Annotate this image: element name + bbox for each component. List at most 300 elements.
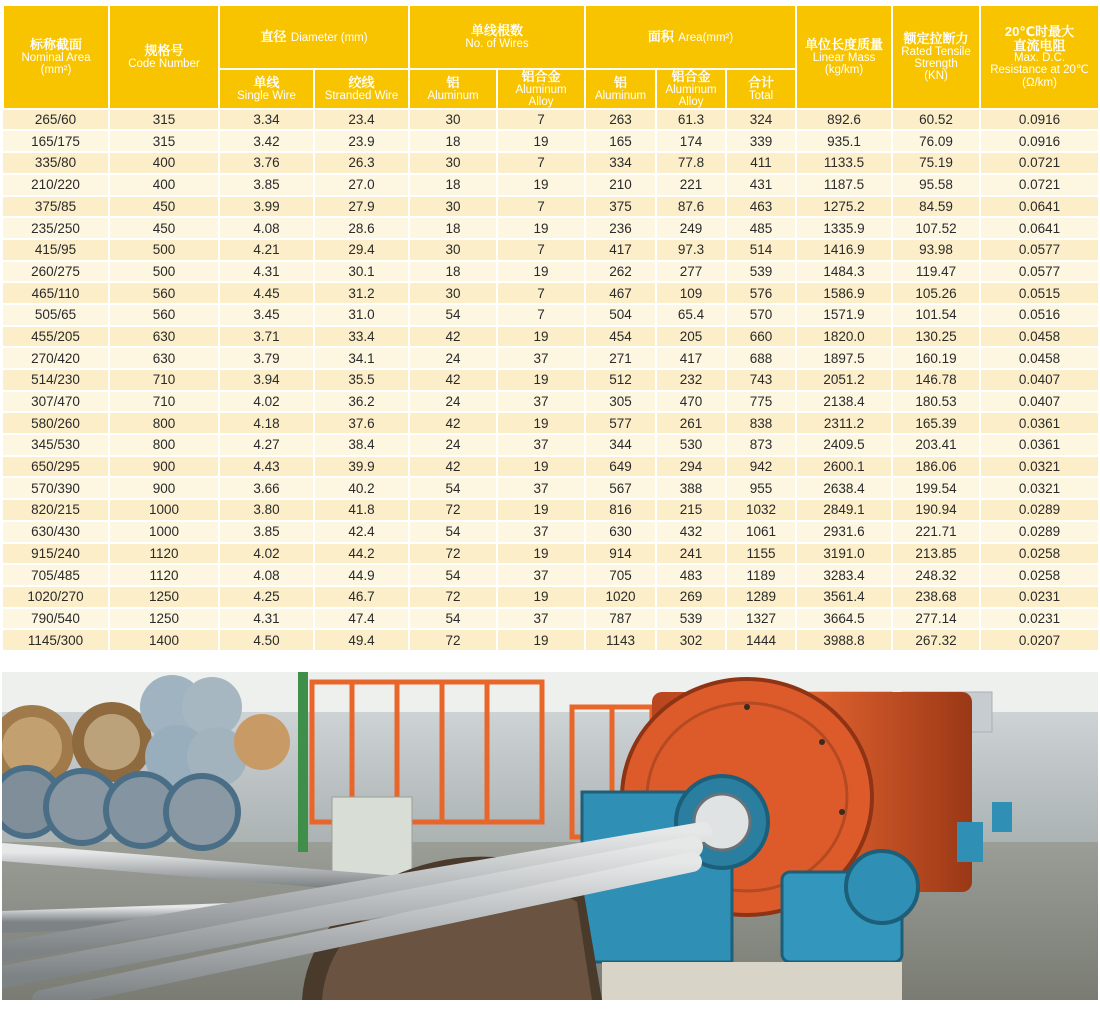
cell-tensile-strength: 186.06 (892, 456, 980, 478)
cell-single-wire-diameter: 4.08 (219, 564, 314, 586)
cell-aluminum-wire-count: 18 (409, 261, 497, 283)
cell-nominal-area: 705/485 (3, 564, 109, 586)
cell-alloy-wire-count: 19 (497, 456, 585, 478)
table-row (3, 521, 1099, 543)
cell-tensile-strength: 119.47 (892, 261, 980, 283)
cell-dc-resistance: 0.0458 (980, 326, 1099, 348)
cell-tensile-strength: 76.09 (892, 130, 980, 152)
cell-code-number: 450 (109, 217, 219, 239)
cell-alloy-wire-count: 19 (497, 412, 585, 434)
cell-alloy-wire-count: 19 (497, 369, 585, 391)
header-area-alloy: 铝合金 Aluminum Alloy (656, 69, 726, 109)
cell-linear-mass: 2409.5 (796, 434, 892, 456)
cell-alloy-area: 109 (656, 282, 726, 304)
cell-alloy-wire-count: 19 (497, 261, 585, 283)
cell-total-area: 1189 (726, 564, 796, 586)
cell-linear-mass: 1820.0 (796, 326, 892, 348)
cell-stranded-wire-diameter: 41.8 (314, 499, 409, 521)
cell-linear-mass: 3191.0 (796, 543, 892, 565)
cell-alloy-wire-count: 37 (497, 347, 585, 369)
cell-dc-resistance: 0.0258 (980, 564, 1099, 586)
cell-alloy-area: 61.3 (656, 109, 726, 131)
cell-stranded-wire-diameter: 37.6 (314, 412, 409, 434)
cell-dc-resistance: 0.0407 (980, 369, 1099, 391)
green-post (298, 672, 308, 852)
cell-stranded-wire-diameter: 34.1 (314, 347, 409, 369)
cell-linear-mass: 1133.5 (796, 152, 892, 174)
cell-alloy-area: 215 (656, 499, 726, 521)
cell-total-area: 576 (726, 282, 796, 304)
cell-aluminum-area: 467 (585, 282, 656, 304)
cell-total-area: 1032 (726, 499, 796, 521)
cell-total-area: 411 (726, 152, 796, 174)
header-single-wire: 单线 Single Wire (219, 69, 314, 109)
cell-nominal-area: 790/540 (3, 608, 109, 630)
cell-dc-resistance: 0.0231 (980, 586, 1099, 608)
cell-code-number: 400 (109, 152, 219, 174)
cell-alloy-wire-count: 7 (497, 304, 585, 326)
steel-reels-row (2, 768, 238, 848)
cell-tensile-strength: 160.19 (892, 347, 980, 369)
cell-alloy-wire-count: 7 (497, 282, 585, 304)
cell-stranded-wire-diameter: 29.4 (314, 239, 409, 261)
cell-tensile-strength: 180.53 (892, 391, 980, 413)
conductor-spec-table (2, 4, 1100, 652)
cell-code-number: 1250 (109, 608, 219, 630)
cell-stranded-wire-diameter: 35.5 (314, 369, 409, 391)
cell-alloy-area: 277 (656, 261, 726, 283)
table-row (3, 434, 1099, 456)
cell-dc-resistance: 0.0361 (980, 412, 1099, 434)
table-row (3, 130, 1099, 152)
cell-total-area: 660 (726, 326, 796, 348)
cell-alloy-wire-count: 19 (497, 217, 585, 239)
cell-alloy-wire-count: 37 (497, 521, 585, 543)
cell-aluminum-area: 236 (585, 217, 656, 239)
cell-dc-resistance: 0.0407 (980, 391, 1099, 413)
cell-alloy-area: 417 (656, 347, 726, 369)
cell-linear-mass: 3664.5 (796, 608, 892, 630)
cell-code-number: 560 (109, 282, 219, 304)
cell-dc-resistance: 0.0458 (980, 347, 1099, 369)
cell-single-wire-diameter: 3.76 (219, 152, 314, 174)
cell-aluminum-wire-count: 24 (409, 347, 497, 369)
cell-dc-resistance: 0.0641 (980, 196, 1099, 218)
cell-code-number: 1000 (109, 521, 219, 543)
header-area: 面积 Area(mm²) (585, 5, 796, 69)
cell-nominal-area: 307/470 (3, 391, 109, 413)
cell-dc-resistance: 0.0577 (980, 239, 1099, 261)
cell-stranded-wire-diameter: 33.4 (314, 326, 409, 348)
cell-nominal-area: 1145/300 (3, 629, 109, 651)
cell-alloy-wire-count: 7 (497, 196, 585, 218)
header-tensile-strength: 额定拉断力 Rated Tensile Strength (KN) (892, 5, 980, 109)
cell-total-area: 873 (726, 434, 796, 456)
cell-tensile-strength: 165.39 (892, 412, 980, 434)
cell-tensile-strength: 221.71 (892, 521, 980, 543)
cell-aluminum-wire-count: 72 (409, 629, 497, 651)
cell-aluminum-wire-count: 72 (409, 586, 497, 608)
cell-single-wire-diameter: 4.31 (219, 261, 314, 283)
table-row (3, 456, 1099, 478)
cell-tensile-strength: 203.41 (892, 434, 980, 456)
cell-stranded-wire-diameter: 49.4 (314, 629, 409, 651)
cell-dc-resistance: 0.0231 (980, 608, 1099, 630)
cell-nominal-area: 650/295 (3, 456, 109, 478)
cell-single-wire-diameter: 4.45 (219, 282, 314, 304)
cell-single-wire-diameter: 4.02 (219, 543, 314, 565)
cell-alloy-area: 232 (656, 369, 726, 391)
header-linear-mass: 单位长度质量 Linear Mass (kg/km) (796, 5, 892, 109)
cell-alloy-area: 302 (656, 629, 726, 651)
table-row (3, 608, 1099, 630)
cell-total-area: 463 (726, 196, 796, 218)
cell-stranded-wire-diameter: 23.9 (314, 130, 409, 152)
cell-total-area: 1061 (726, 521, 796, 543)
cell-tensile-strength: 130.25 (892, 326, 980, 348)
cell-code-number: 560 (109, 304, 219, 326)
cell-stranded-wire-diameter: 27.0 (314, 174, 409, 196)
cell-dc-resistance: 0.0321 (980, 456, 1099, 478)
cell-alloy-area: 539 (656, 608, 726, 630)
cell-tensile-strength: 105.26 (892, 282, 980, 304)
cell-total-area: 955 (726, 477, 796, 499)
cell-code-number: 1250 (109, 586, 219, 608)
cell-single-wire-diameter: 3.85 (219, 174, 314, 196)
cell-aluminum-area: 914 (585, 543, 656, 565)
header-area-aluminum: 铝 Aluminum (585, 69, 656, 109)
table-row (3, 326, 1099, 348)
cell-dc-resistance: 0.0515 (980, 282, 1099, 304)
cell-single-wire-diameter: 4.25 (219, 586, 314, 608)
cell-dc-resistance: 0.0289 (980, 521, 1099, 543)
cell-aluminum-area: 567 (585, 477, 656, 499)
cell-aluminum-area: 705 (585, 564, 656, 586)
cell-stranded-wire-diameter: 38.4 (314, 434, 409, 456)
table-row (3, 391, 1099, 413)
cell-alloy-wire-count: 37 (497, 391, 585, 413)
cell-aluminum-area: 454 (585, 326, 656, 348)
cell-stranded-wire-diameter: 30.1 (314, 261, 409, 283)
cell-tensile-strength: 146.78 (892, 369, 980, 391)
cell-aluminum-wire-count: 54 (409, 304, 497, 326)
cell-alloy-wire-count: 37 (497, 564, 585, 586)
cell-dc-resistance: 0.0258 (980, 543, 1099, 565)
cell-alloy-wire-count: 37 (497, 477, 585, 499)
cell-dc-resistance: 0.0916 (980, 109, 1099, 131)
table-row (3, 261, 1099, 283)
cell-single-wire-diameter: 4.02 (219, 391, 314, 413)
cell-total-area: 743 (726, 369, 796, 391)
cell-aluminum-area: 787 (585, 608, 656, 630)
control-cabinet (332, 797, 412, 882)
cell-linear-mass: 2849.1 (796, 499, 892, 521)
cell-single-wire-diameter: 3.45 (219, 304, 314, 326)
cell-single-wire-diameter: 4.43 (219, 456, 314, 478)
header-code-number: 规格号 Code Number (109, 5, 219, 109)
cell-single-wire-diameter: 4.21 (219, 239, 314, 261)
cell-code-number: 800 (109, 434, 219, 456)
header-wires-alloy: 铝合金 Aluminum Alloy (497, 69, 585, 109)
cell-aluminum-area: 262 (585, 261, 656, 283)
header-wires-aluminum: 铝 Aluminum (409, 69, 497, 109)
cell-total-area: 942 (726, 456, 796, 478)
cell-alloy-wire-count: 19 (497, 174, 585, 196)
cell-tensile-strength: 238.68 (892, 586, 980, 608)
header-nominal-area: 标称截面 Nominal Area (mm²) (3, 5, 109, 109)
header-wire-count: 单线根数 No. of Wires (409, 5, 585, 69)
cell-single-wire-diameter: 3.42 (219, 130, 314, 152)
cell-code-number: 630 (109, 347, 219, 369)
cell-code-number: 450 (109, 196, 219, 218)
cell-single-wire-diameter: 4.18 (219, 412, 314, 434)
cell-alloy-area: 174 (656, 130, 726, 152)
cell-alloy-wire-count: 19 (497, 629, 585, 651)
cell-code-number: 1120 (109, 564, 219, 586)
cell-linear-mass: 1416.9 (796, 239, 892, 261)
cell-aluminum-wire-count: 54 (409, 477, 497, 499)
cell-nominal-area: 265/60 (3, 109, 109, 131)
header-dc-resistance: 20℃时最大 直流电阻 Max. D.C. Resistance at 20℃ (Ω/km) (980, 5, 1099, 109)
cell-single-wire-diameter: 3.79 (219, 347, 314, 369)
cell-single-wire-diameter: 4.08 (219, 217, 314, 239)
cell-aluminum-wire-count: 54 (409, 521, 497, 543)
cell-aluminum-wire-count: 30 (409, 152, 497, 174)
cell-alloy-area: 470 (656, 391, 726, 413)
cell-nominal-area: 1020/270 (3, 586, 109, 608)
cell-aluminum-area: 1020 (585, 586, 656, 608)
cell-alloy-wire-count: 19 (497, 586, 585, 608)
cell-aluminum-area: 1143 (585, 629, 656, 651)
cell-linear-mass: 3283.4 (796, 564, 892, 586)
cell-stranded-wire-diameter: 26.3 (314, 152, 409, 174)
cell-code-number: 1120 (109, 543, 219, 565)
cell-aluminum-wire-count: 30 (409, 109, 497, 131)
cell-total-area: 514 (726, 239, 796, 261)
cell-code-number: 1000 (109, 499, 219, 521)
cell-nominal-area: 345/530 (3, 434, 109, 456)
cell-aluminum-area: 305 (585, 391, 656, 413)
cell-nominal-area: 514/230 (3, 369, 109, 391)
cell-dc-resistance: 0.0641 (980, 217, 1099, 239)
cell-total-area: 1444 (726, 629, 796, 651)
cell-single-wire-diameter: 3.66 (219, 477, 314, 499)
cell-code-number: 400 (109, 174, 219, 196)
cell-alloy-wire-count: 19 (497, 543, 585, 565)
cell-alloy-area: 205 (656, 326, 726, 348)
cell-linear-mass: 3561.4 (796, 586, 892, 608)
cell-code-number: 900 (109, 456, 219, 478)
cell-code-number: 500 (109, 239, 219, 261)
cell-stranded-wire-diameter: 31.0 (314, 304, 409, 326)
cell-tensile-strength: 248.32 (892, 564, 980, 586)
cell-alloy-area: 483 (656, 564, 726, 586)
cell-nominal-area: 415/95 (3, 239, 109, 261)
cell-nominal-area: 270/420 (3, 347, 109, 369)
cell-alloy-area: 249 (656, 217, 726, 239)
cell-code-number: 800 (109, 412, 219, 434)
table-row (3, 174, 1099, 196)
cell-nominal-area: 465/110 (3, 282, 109, 304)
cell-linear-mass: 1275.2 (796, 196, 892, 218)
cell-alloy-area: 87.6 (656, 196, 726, 218)
cell-code-number: 710 (109, 369, 219, 391)
cell-stranded-wire-diameter: 46.7 (314, 586, 409, 608)
cell-stranded-wire-diameter: 40.2 (314, 477, 409, 499)
cell-linear-mass: 2931.6 (796, 521, 892, 543)
cell-dc-resistance: 0.0721 (980, 174, 1099, 196)
cell-aluminum-area: 271 (585, 347, 656, 369)
table-row (3, 304, 1099, 326)
cell-nominal-area: 570/390 (3, 477, 109, 499)
cell-stranded-wire-diameter: 42.4 (314, 521, 409, 543)
cell-linear-mass: 1484.3 (796, 261, 892, 283)
cell-linear-mass: 2600.1 (796, 456, 892, 478)
cell-total-area: 324 (726, 109, 796, 131)
cell-alloy-area: 261 (656, 412, 726, 434)
table-row (3, 369, 1099, 391)
cell-single-wire-diameter: 3.80 (219, 499, 314, 521)
cell-total-area: 775 (726, 391, 796, 413)
cell-aluminum-area: 577 (585, 412, 656, 434)
cell-linear-mass: 1586.9 (796, 282, 892, 304)
cell-linear-mass: 1187.5 (796, 174, 892, 196)
cell-aluminum-wire-count: 30 (409, 282, 497, 304)
cell-code-number: 315 (109, 109, 219, 131)
cell-single-wire-diameter: 4.31 (219, 608, 314, 630)
cell-total-area: 1327 (726, 608, 796, 630)
cell-alloy-wire-count: 7 (497, 109, 585, 131)
cell-linear-mass: 2051.2 (796, 369, 892, 391)
cell-tensile-strength: 267.32 (892, 629, 980, 651)
cell-nominal-area: 915/240 (3, 543, 109, 565)
cell-total-area: 838 (726, 412, 796, 434)
cell-aluminum-wire-count: 54 (409, 564, 497, 586)
cell-code-number: 630 (109, 326, 219, 348)
cell-stranded-wire-diameter: 23.4 (314, 109, 409, 131)
cell-alloy-wire-count: 19 (497, 499, 585, 521)
cell-aluminum-wire-count: 42 (409, 412, 497, 434)
cell-aluminum-wire-count: 72 (409, 543, 497, 565)
cell-nominal-area: 210/220 (3, 174, 109, 196)
cell-alloy-wire-count: 7 (497, 152, 585, 174)
cell-alloy-area: 530 (656, 434, 726, 456)
cell-dc-resistance: 0.0207 (980, 629, 1099, 651)
cell-alloy-area: 388 (656, 477, 726, 499)
cell-aluminum-wire-count: 54 (409, 608, 497, 630)
cell-aluminum-area: 504 (585, 304, 656, 326)
cell-alloy-wire-count: 19 (497, 130, 585, 152)
cell-code-number: 710 (109, 391, 219, 413)
cell-alloy-area: 269 (656, 586, 726, 608)
cell-stranded-wire-diameter: 27.9 (314, 196, 409, 218)
cell-stranded-wire-diameter: 36.2 (314, 391, 409, 413)
cell-stranded-wire-diameter: 44.2 (314, 543, 409, 565)
cell-aluminum-wire-count: 42 (409, 456, 497, 478)
cell-dc-resistance: 0.0916 (980, 130, 1099, 152)
cell-code-number: 900 (109, 477, 219, 499)
cell-alloy-area: 97.3 (656, 239, 726, 261)
cell-tensile-strength: 75.19 (892, 152, 980, 174)
cell-stranded-wire-diameter: 44.9 (314, 564, 409, 586)
table-row (3, 543, 1099, 565)
table-row (3, 196, 1099, 218)
cell-alloy-wire-count: 37 (497, 434, 585, 456)
cell-alloy-wire-count: 19 (497, 326, 585, 348)
cell-aluminum-wire-count: 42 (409, 326, 497, 348)
cell-linear-mass: 2638.4 (796, 477, 892, 499)
cell-tensile-strength: 60.52 (892, 109, 980, 131)
cell-linear-mass: 892.6 (796, 109, 892, 131)
cell-linear-mass: 935.1 (796, 130, 892, 152)
cell-single-wire-diameter: 3.99 (219, 196, 314, 218)
cell-nominal-area: 820/215 (3, 499, 109, 521)
factory-photo (2, 672, 1098, 1000)
cell-stranded-wire-diameter: 31.2 (314, 282, 409, 304)
cell-aluminum-wire-count: 42 (409, 369, 497, 391)
cell-aluminum-wire-count: 30 (409, 196, 497, 218)
table-row (3, 477, 1099, 499)
cell-aluminum-area: 649 (585, 456, 656, 478)
cell-tensile-strength: 95.58 (892, 174, 980, 196)
cell-dc-resistance: 0.0361 (980, 434, 1099, 456)
cell-tensile-strength: 101.54 (892, 304, 980, 326)
cell-aluminum-area: 344 (585, 434, 656, 456)
cell-aluminum-wire-count: 18 (409, 130, 497, 152)
cell-code-number: 1400 (109, 629, 219, 651)
cell-aluminum-area: 512 (585, 369, 656, 391)
cell-nominal-area: 165/175 (3, 130, 109, 152)
cell-aluminum-area: 630 (585, 521, 656, 543)
cell-nominal-area: 375/85 (3, 196, 109, 218)
header-diameter: 直径 Diameter (mm) (219, 5, 409, 69)
table-row (3, 412, 1099, 434)
cell-alloy-wire-count: 37 (497, 608, 585, 630)
cell-nominal-area: 235/250 (3, 217, 109, 239)
cell-aluminum-wire-count: 30 (409, 239, 497, 261)
cell-alloy-area: 221 (656, 174, 726, 196)
cell-total-area: 1155 (726, 543, 796, 565)
cell-aluminum-area: 375 (585, 196, 656, 218)
cell-aluminum-area: 210 (585, 174, 656, 196)
table-row (3, 499, 1099, 521)
cell-dc-resistance: 0.0289 (980, 499, 1099, 521)
cell-linear-mass: 2138.4 (796, 391, 892, 413)
table-row (3, 239, 1099, 261)
cell-aluminum-area: 417 (585, 239, 656, 261)
cell-tensile-strength: 84.59 (892, 196, 980, 218)
cell-single-wire-diameter: 3.94 (219, 369, 314, 391)
table-row (3, 347, 1099, 369)
cell-aluminum-area: 816 (585, 499, 656, 521)
table-row (3, 282, 1099, 304)
cell-dc-resistance: 0.0516 (980, 304, 1099, 326)
table-row (3, 564, 1099, 586)
table-row (3, 109, 1099, 131)
cell-nominal-area: 335/80 (3, 152, 109, 174)
cell-total-area: 539 (726, 261, 796, 283)
cell-code-number: 315 (109, 130, 219, 152)
cell-aluminum-wire-count: 72 (409, 499, 497, 521)
cell-dc-resistance: 0.0321 (980, 477, 1099, 499)
cell-single-wire-diameter: 4.50 (219, 629, 314, 651)
cell-single-wire-diameter: 3.71 (219, 326, 314, 348)
cell-tensile-strength: 277.14 (892, 608, 980, 630)
cell-tensile-strength: 107.52 (892, 217, 980, 239)
header-area-total: 合计 Total (726, 69, 796, 109)
cell-alloy-area: 241 (656, 543, 726, 565)
cell-nominal-area: 260/275 (3, 261, 109, 283)
